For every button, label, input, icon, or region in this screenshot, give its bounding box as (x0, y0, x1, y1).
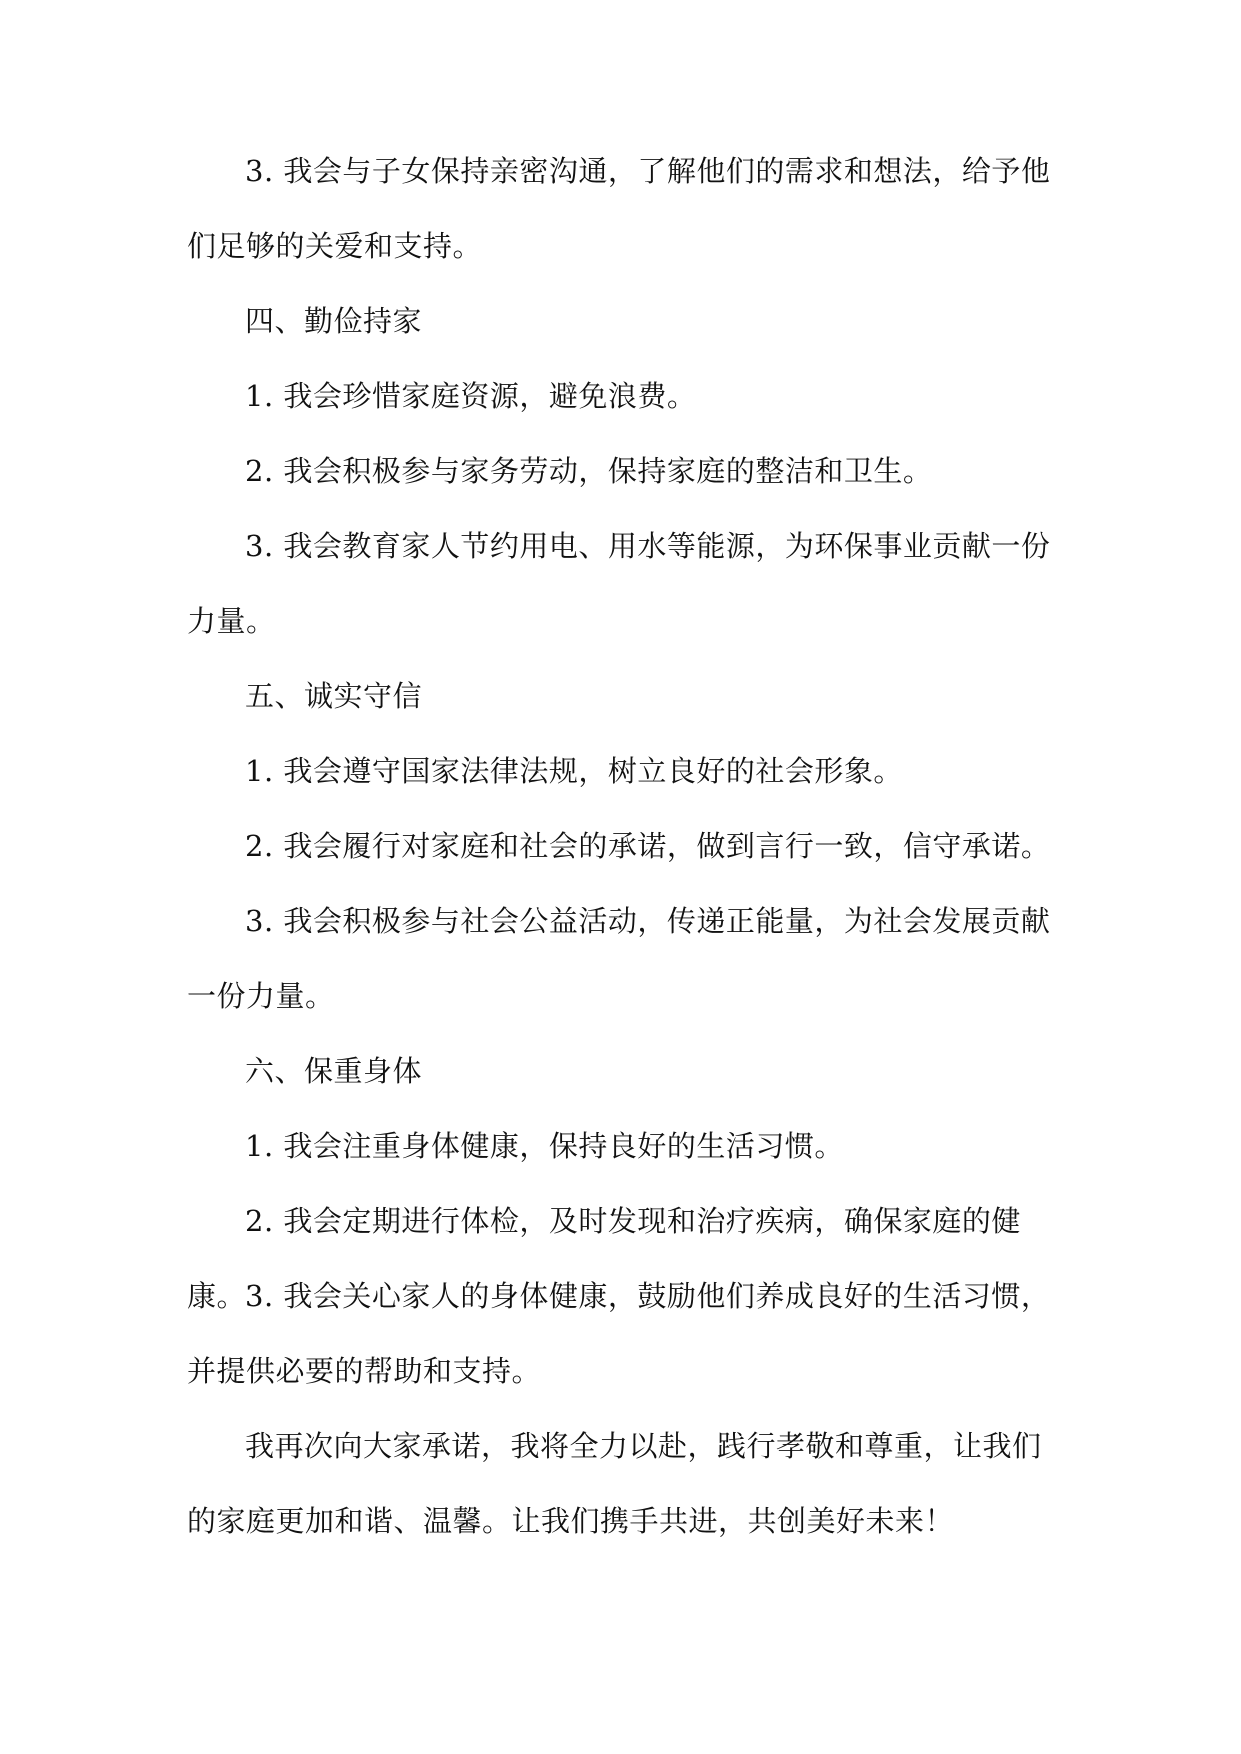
paragraph-cherish-resources: 1. 我会珍惜家庭资源，避免浪费。 (245, 379, 697, 413)
paragraph-checkups: 2. 我会定期进行体检，及时发现和治疗疾病，确保家庭的健康。 (187, 1204, 1021, 1313)
paragraph-healthy-habits: 1. 我会注重身体健康，保持良好的生活习惯。 (245, 1129, 844, 1163)
paragraph-obey-law: 1. 我会遵守国家法律法规，树立良好的社会形象。 (245, 754, 903, 788)
heading-health: 六、保重身体 (245, 1054, 423, 1088)
heading-frugality: 四、勤俭持家 (245, 304, 423, 338)
paragraph-housework: 2. 我会积极参与家务劳动，保持家庭的整洁和卫生。 (245, 454, 933, 488)
paragraph-children-communication: 3. 我会与子女保持亲密沟通，了解他们的需求和想法，给予他们足够的关爱和支持。 (187, 154, 1051, 263)
paragraph-closing-pledge: 我再次向大家承诺，我将全力以赴，践行孝敬和尊重，让我们的家庭更加和谐、温馨。让我们携手共进，共创美好未来！ (187, 1429, 1042, 1538)
paragraph-family-health: 3. 我会关心家人的身体健康，鼓励他们养成良好的生活习惯，并提供必要的帮助和支持。 (187, 1279, 1051, 1388)
paragraph-keep-promises: 2. 我会履行对家庭和社会的承诺，做到言行一致，信守承诺。 (245, 829, 1051, 863)
heading-honesty: 五、诚实守信 (245, 679, 423, 713)
paragraph-save-energy: 3. 我会教育家人节约用电、用水等能源，为环保事业贡献一份力量。 (187, 529, 1051, 638)
paragraph-public-welfare: 3. 我会积极参与社会公益活动，传递正能量，为社会发展贡献一份力量。 (187, 904, 1051, 1013)
